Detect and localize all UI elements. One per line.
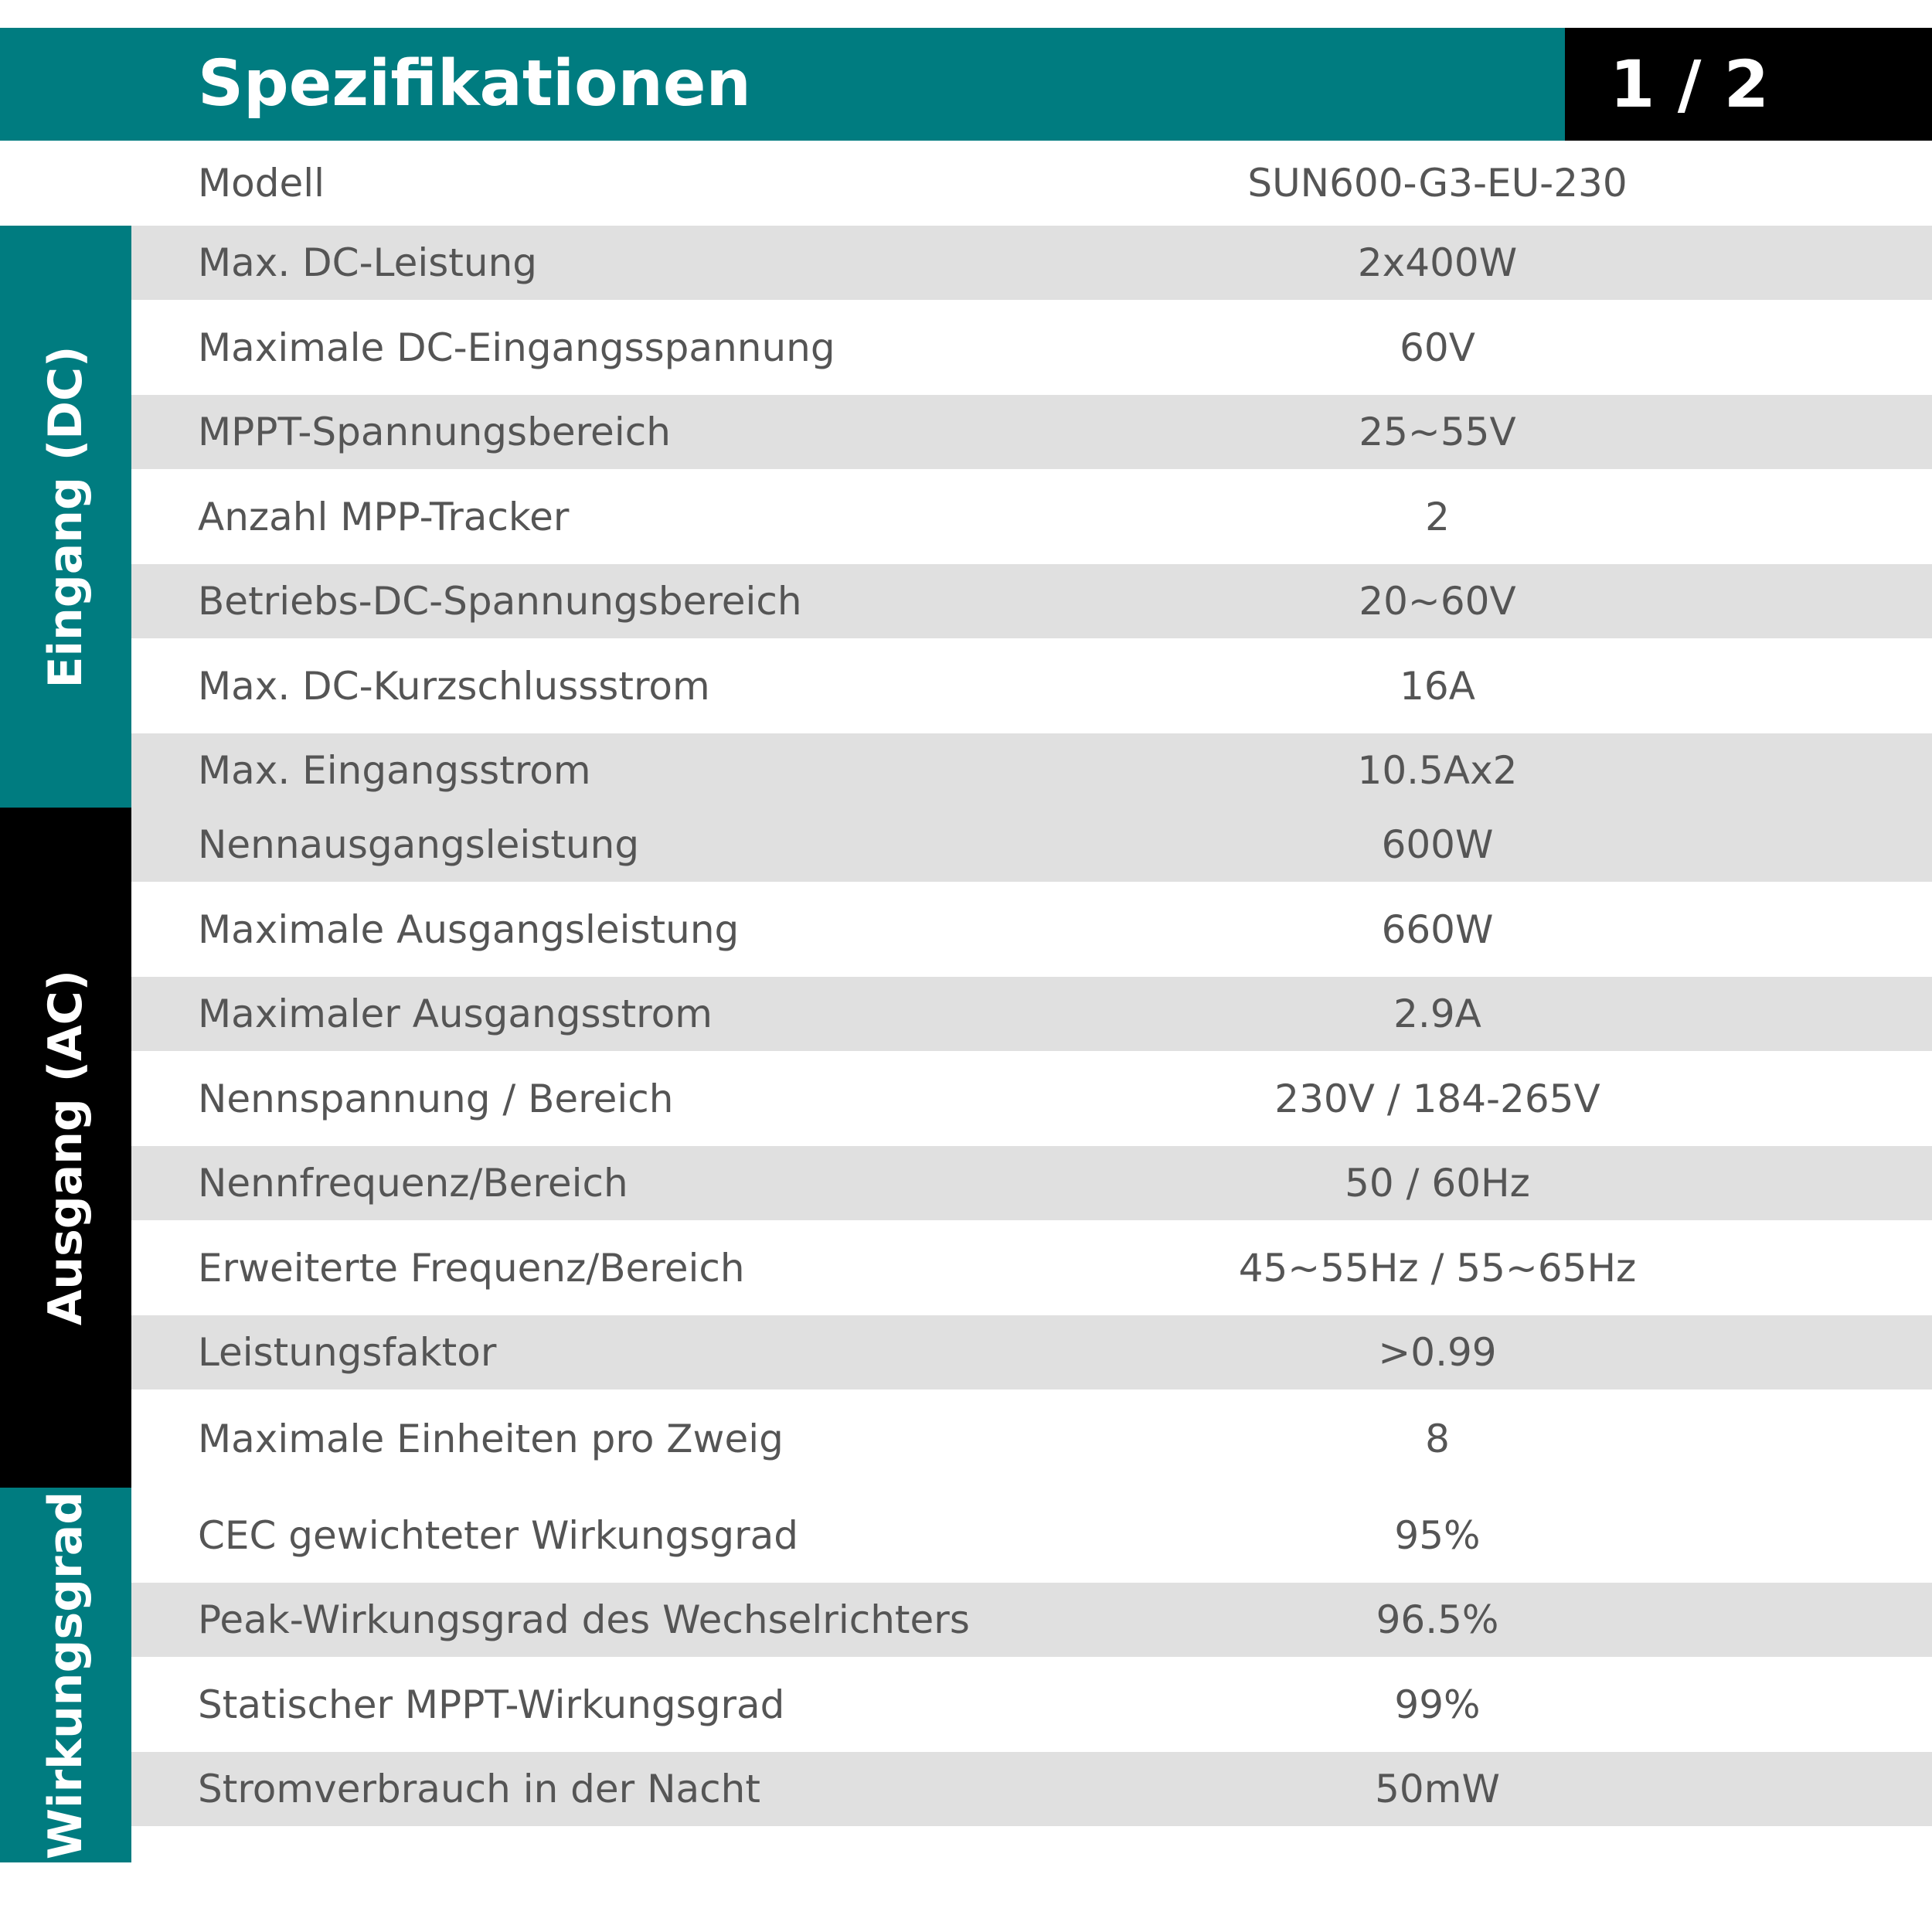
table-row: [131, 1389, 1932, 1488]
spec-value: 8: [1425, 1416, 1450, 1461]
section-label-text: Ausgang (AC): [39, 969, 93, 1326]
spec-label: Max. Eingangsstrom: [198, 748, 591, 793]
spec-label: Max. DC-Kurzschlussstrom: [198, 663, 710, 709]
table-row: [131, 564, 1932, 638]
spec-value: 2.9A: [1393, 992, 1481, 1036]
spec-value: 230V / 184-265V: [1274, 1076, 1600, 1121]
spec-label: Max. DC-Leistung: [198, 240, 538, 285]
section-label-text: Eingang (DC): [39, 345, 93, 688]
model-label: Modell: [198, 161, 325, 206]
table-row: [131, 1657, 1932, 1752]
spec-value: 2: [1425, 494, 1450, 539]
table-row: [131, 1315, 1932, 1389]
model-row: [0, 141, 1932, 226]
spec-label: Nennausgangsleistung: [198, 822, 640, 867]
spec-label: MPPT-Spannungsbereich: [198, 410, 671, 454]
table-row: [131, 808, 1932, 882]
section-label-text: Wirkungsgrad: [39, 1491, 93, 1859]
title-bar: [0, 28, 1565, 141]
page-title: Spezifikationen: [198, 47, 751, 121]
spec-value: 16A: [1400, 663, 1475, 709]
spec-label: Anzahl MPP-Tracker: [198, 494, 570, 539]
section-label-efficiency: [0, 1488, 131, 1862]
spec-value: 10.5Ax2: [1357, 748, 1518, 793]
spec-value: 96.5%: [1376, 1597, 1499, 1642]
table-row: [131, 733, 1932, 808]
spec-label: Nennfrequenz/Bereich: [198, 1161, 628, 1206]
spec-value: 50 / 60Hz: [1345, 1161, 1530, 1206]
spec-label: Maximale DC-Eingangsspannung: [198, 325, 835, 370]
table-row: [131, 1752, 1932, 1826]
page-indicator: [1565, 28, 1932, 141]
group-efficiency: [0, 1488, 1932, 1862]
spec-value: 20~60V: [1359, 579, 1516, 624]
spec-label: Maximaler Ausgangsstrom: [198, 992, 713, 1036]
spec-label: Betriebs-DC-Spannungsbereich: [198, 579, 802, 624]
model-value: SUN600-G3-EU-230: [1247, 161, 1628, 206]
table-row: [131, 1051, 1932, 1146]
section-rows: [131, 1488, 1932, 1862]
table-row: [131, 226, 1932, 300]
group-ac-output: [0, 808, 1932, 1488]
table-row: [131, 1146, 1932, 1220]
group-dc-input: [0, 226, 1932, 808]
table-row: [131, 882, 1932, 977]
section-rows: [131, 808, 1932, 1488]
spec-value: 50mW: [1375, 1767, 1500, 1811]
spec-label: Maximale Einheiten pro Zweig: [198, 1416, 784, 1461]
section-label-ac-output: [0, 808, 131, 1488]
spec-value: 2x400W: [1357, 240, 1518, 285]
spec-value: 600W: [1381, 822, 1494, 867]
spec-value: >0.99: [1378, 1330, 1497, 1375]
spec-label: Leistungsfaktor: [198, 1330, 497, 1375]
table-row: [131, 638, 1932, 733]
table-row: [131, 1583, 1932, 1657]
table-row: [131, 469, 1932, 564]
spec-value: 95%: [1394, 1512, 1481, 1558]
table-row: [131, 977, 1932, 1051]
section-label-dc-input: [0, 226, 131, 808]
spec-value: 25~55V: [1359, 410, 1516, 454]
table-row: [131, 395, 1932, 469]
table-row: [131, 1488, 1932, 1583]
spec-value: 660W: [1381, 906, 1494, 952]
spec-label: Statischer MPPT-Wirkungsgrad: [198, 1682, 785, 1727]
table-row: [131, 1220, 1932, 1315]
spec-label: CEC gewichteter Wirkungsgrad: [198, 1512, 799, 1558]
spec-value: 60V: [1400, 325, 1475, 370]
table-row: [131, 300, 1932, 395]
spec-label: Nennspannung / Bereich: [198, 1076, 674, 1121]
spec-label: Erweiterte Frequenz/Bereich: [198, 1245, 745, 1291]
spec-label: Stromverbrauch in der Nacht: [198, 1767, 760, 1811]
spec-label: Maximale Ausgangsleistung: [198, 906, 740, 952]
section-rows: [131, 226, 1932, 808]
spec-value: 45~55Hz / 55~65Hz: [1238, 1245, 1637, 1291]
spec-value: 99%: [1394, 1682, 1481, 1727]
header: [0, 28, 1932, 141]
page-number: 1 / 2: [1610, 46, 1770, 122]
spec-label: Peak-Wirkungsgrad des Wechselrichters: [198, 1597, 970, 1642]
